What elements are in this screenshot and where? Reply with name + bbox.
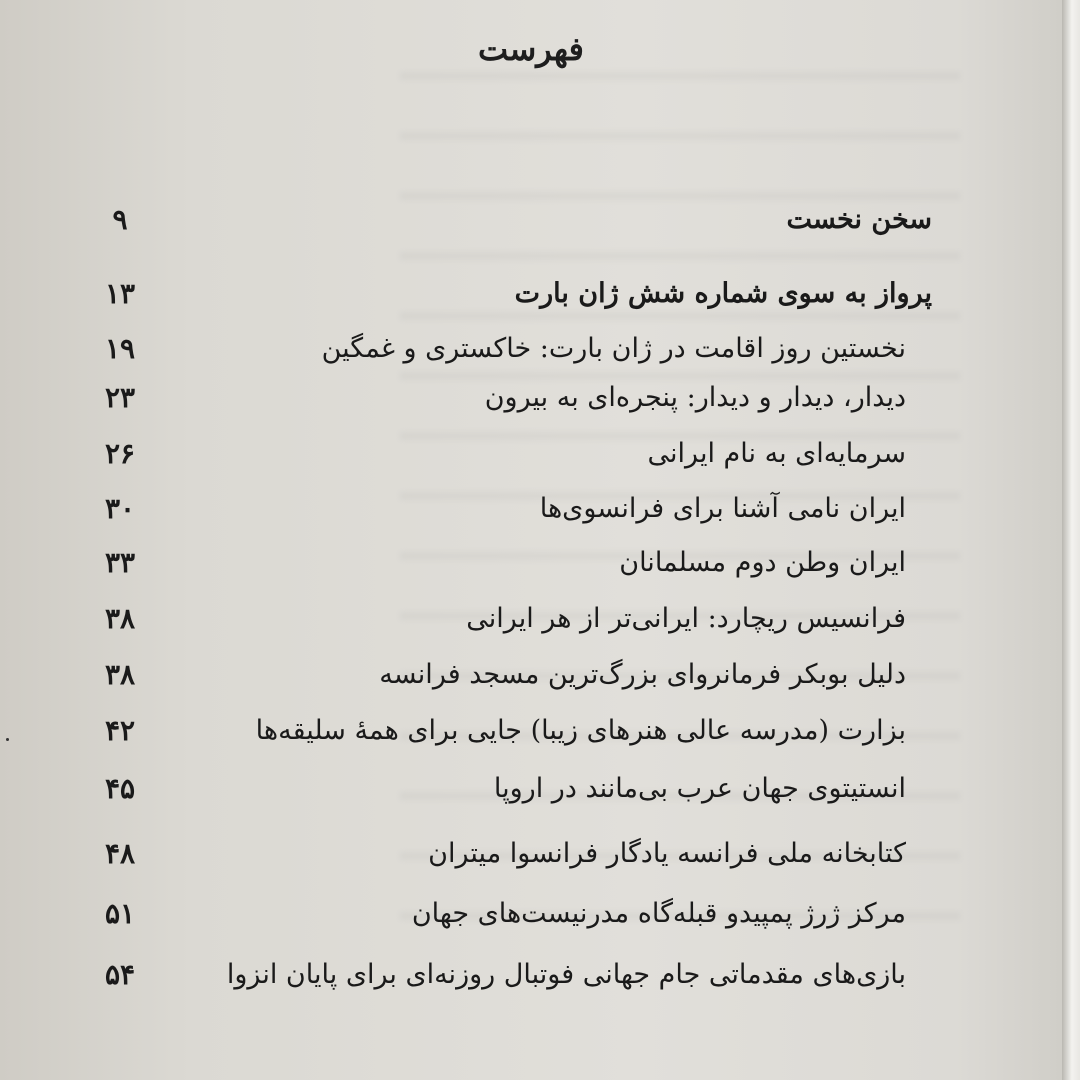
toc-page-number: ۴۲	[104, 714, 136, 747]
toc-page-number: ۴۸	[104, 837, 136, 870]
toc-page-number: ۱۳	[104, 277, 136, 310]
toc-entry	[40, 373, 932, 425]
toc-entry	[40, 829, 932, 881]
toc-entry	[40, 538, 932, 590]
toc-entry-title: بزارت (مدرسه عالی هنرهای زیبا) جایی برای همهٔ سلیقه‌ها	[255, 715, 906, 746]
toc-entry-title: دیدار، دیدار و دیدار: پنجره‌ای به بیرون	[484, 382, 906, 413]
toc-page-number: ۳۸	[104, 602, 136, 635]
toc-entry	[40, 484, 932, 536]
toc-entry	[40, 650, 932, 702]
toc-entry-title: انستیتوی جهان عرب بی‌مانند در اروپا	[493, 773, 906, 804]
toc-entry-title: بازی‌های مقدماتی جام جهانی فوتبال روزنه‌ای برای پایان انزوا	[226, 959, 906, 990]
toc-entry	[40, 594, 932, 646]
toc-page-number: ۹	[112, 203, 128, 236]
page-title: فهرست	[478, 30, 584, 68]
toc-entry	[40, 889, 932, 941]
toc-entry-title: سرمایه‌ای به نام ایرانی	[647, 438, 906, 469]
toc-entry-title: ایران وطن دوم مسلمانان	[619, 547, 906, 578]
toc-entry	[40, 195, 932, 247]
toc-page-number: ۲۳	[104, 381, 136, 414]
toc-entry-title: مرکز ژرژ پمپیدو قبله‌گاه مدرنیست‌های جهان	[411, 898, 906, 929]
toc-entry	[40, 706, 932, 758]
toc-page-number: ۵۴	[104, 958, 136, 991]
page-edge	[1062, 0, 1080, 1080]
toc-page-number: ۵۱	[104, 897, 136, 930]
toc-entry	[40, 764, 932, 816]
toc-page-number: ۴۵	[104, 772, 136, 805]
toc-entry-title: ایران نامی آشنا برای فرانسوی‌ها	[539, 493, 906, 524]
toc-entry	[40, 324, 932, 376]
toc-entry-title: نخستین روز اقامت در ژان بارت: خاکستری و غمگین	[321, 333, 906, 364]
toc-entry-title: دلیل بوبکر فرمانروای بزرگ‌ترین مسجد فرانسه	[379, 659, 906, 690]
toc-page-number: ۳۸	[104, 658, 136, 691]
toc-entry	[40, 269, 932, 321]
toc-entry	[40, 429, 932, 481]
toc-entry-title: پرواز به سوی شماره شش ژان بارت	[514, 278, 932, 309]
toc-page-number: ۱۹	[104, 332, 136, 365]
toc-entry-title: سخن نخست	[786, 204, 932, 235]
toc-entry-title: کتابخانه ملی فرانسه یادگار فرانسوا میتران	[428, 838, 906, 869]
toc-page-number: ۲۶	[104, 437, 136, 470]
toc-entry	[40, 950, 932, 1002]
toc-page-number: ۳۰	[104, 492, 136, 525]
ink-speck	[6, 738, 9, 741]
toc-entry-title: فرانسیس ریچارد: ایرانی‌تر از هر ایرانی	[466, 603, 906, 634]
toc-page-number: ۳۳	[104, 546, 136, 579]
